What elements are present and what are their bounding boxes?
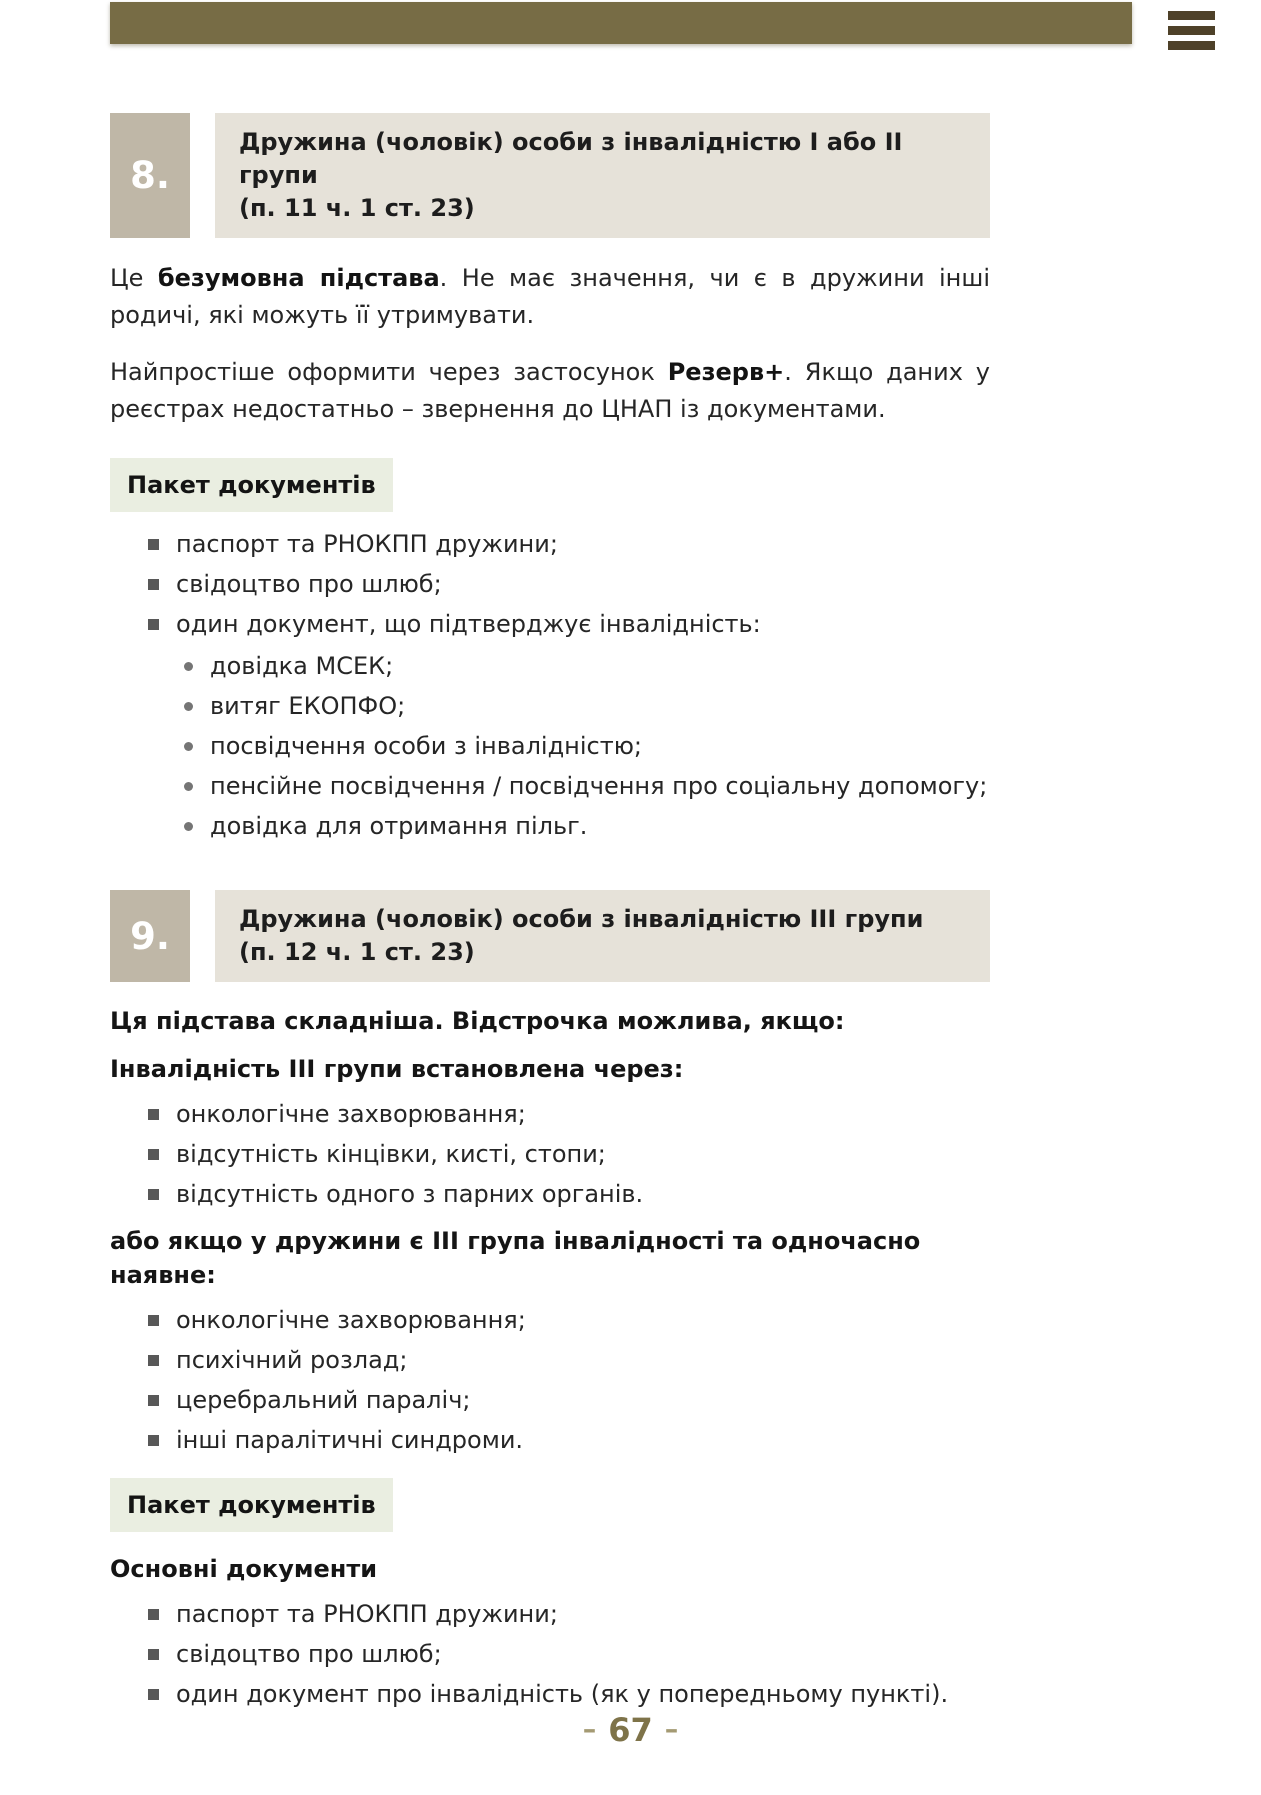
list-item <box>110 1638 990 1670</box>
page-footer <box>0 1711 1261 1749</box>
section-8-header <box>110 113 990 238</box>
square-bullet-icon <box>148 619 159 630</box>
list-item-text: церебральний параліч; <box>176 1386 471 1414</box>
round-bullet-icon <box>184 742 193 751</box>
square-bullet-icon <box>148 1109 159 1120</box>
condition-2-list <box>110 1304 990 1456</box>
paragraph <box>110 354 990 428</box>
square-bullet-icon <box>148 1355 159 1366</box>
list-item <box>110 1098 990 1130</box>
list-item-text: психічний розлад; <box>176 1346 408 1374</box>
square-bullet-icon <box>148 579 159 590</box>
list-item <box>110 1598 990 1630</box>
list-item <box>110 1344 990 1376</box>
list-item-text: онкологічне захворювання; <box>176 1306 526 1334</box>
round-bullet-icon <box>184 702 193 711</box>
round-bullet-icon <box>184 782 193 791</box>
list-item-text: інші паралітичні синдроми. <box>176 1426 524 1454</box>
condition-1-list <box>110 1098 990 1210</box>
list-item-text: відсутність одного з парних органів. <box>176 1180 644 1208</box>
square-bullet-icon <box>148 1189 159 1200</box>
section-9-header <box>110 890 990 982</box>
square-bullet-icon <box>148 1149 159 1160</box>
document-variants-list <box>110 650 990 842</box>
bold-text: безумовна підстава <box>157 264 440 292</box>
section-number-badge: 8. <box>110 113 190 238</box>
list-item-text: свідоцтво про шлюб; <box>176 570 442 598</box>
list-item <box>110 1304 990 1336</box>
list-item-text: свідоцтво про шлюб; <box>176 1640 442 1668</box>
footer-dash: – <box>582 1714 597 1745</box>
round-bullet-icon <box>184 662 193 671</box>
documents-list <box>110 528 990 640</box>
menu-bar <box>1168 41 1215 50</box>
section-subtitle: (п. 12 ч. 1 ст. 23) <box>239 938 475 966</box>
section-subtitle: (п. 11 ч. 1 ст. 23) <box>239 194 475 222</box>
list-item-text: відсутність кінцівки, кисті, стопи; <box>176 1140 606 1168</box>
intro-bold-line: Ця підстава складніша. Відстрочка можлива, якщо: <box>110 1007 845 1035</box>
list-item <box>110 528 990 560</box>
package-label: Пакет документів <box>110 458 393 512</box>
square-bullet-icon <box>148 539 159 550</box>
para-text: Це <box>110 264 158 292</box>
para-text: . Не має значення, чи є в дружини інші родичі, які можуть її утримувати. <box>110 264 990 329</box>
section-title: Дружина (чоловік) особи з інвалідністю I або II групи <box>239 128 903 189</box>
section-title-box <box>215 113 990 238</box>
section-title: Дружина (чоловік) особи з інвалідністю III групи <box>239 905 924 933</box>
section-number-badge: 9. <box>110 890 190 982</box>
footer-dash: – <box>664 1714 679 1745</box>
list-item <box>110 1178 990 1210</box>
list-item <box>110 690 990 722</box>
list-item-text: посвідчення особи з інвалідністю; <box>210 732 642 760</box>
page-number: 67 <box>608 1711 653 1749</box>
square-bullet-icon <box>148 1315 159 1326</box>
square-bullet-icon <box>148 1609 159 1620</box>
list-item-text: паспорт та РНОКПП дружини; <box>176 530 558 558</box>
list-item-text: витяг ЕКОПФО; <box>210 692 406 720</box>
list-item-text: довідка для отримання пільг. <box>210 812 588 840</box>
list-item <box>110 1138 990 1170</box>
list-item <box>110 1678 990 1710</box>
square-bullet-icon <box>148 1649 159 1660</box>
list-item <box>110 608 990 640</box>
page-content <box>0 113 1261 1710</box>
list-item <box>110 1424 990 1456</box>
para-text: . Якщо даних у реєстрах недостатньо – звернення до ЦНАП із документами. <box>110 358 990 423</box>
list-item-text: пенсійне посвідчення / посвідчення про соціальну допомогу; <box>210 772 988 800</box>
list-item-text: онкологічне захворювання; <box>176 1100 526 1128</box>
menu-bar <box>1168 11 1215 20</box>
list-item <box>110 650 990 682</box>
condition-2-heading: або якщо у дружини є III група інвалідності та одночасно наявне: <box>110 1227 921 1289</box>
square-bullet-icon <box>148 1689 159 1700</box>
top-bar <box>110 2 1132 44</box>
main-docs-heading: Основні документи <box>110 1555 378 1583</box>
list-item-text: один документ, що підтверджує інвалідність: <box>176 610 761 638</box>
paragraph <box>110 260 990 334</box>
list-item <box>110 730 990 762</box>
section-title-box <box>215 890 990 982</box>
package-label: Пакет документів <box>110 1478 393 1532</box>
para-text: Найпростіше оформити через застосунок <box>110 358 668 386</box>
round-bullet-icon <box>184 822 193 831</box>
list-item <box>110 568 990 600</box>
bold-text: Резерв+ <box>667 358 785 386</box>
list-item-text: довідка МСЕК; <box>210 652 394 680</box>
main-documents-list <box>110 1598 990 1710</box>
list-item-text: один документ про інвалідність (як у попередньому пункті). <box>176 1680 949 1708</box>
list-item <box>110 770 990 802</box>
hamburger-menu-icon[interactable] <box>1168 11 1215 50</box>
list-item-text: паспорт та РНОКПП дружини; <box>176 1600 558 1628</box>
list-item <box>110 810 990 842</box>
condition-1-heading: Інвалідність III групи встановлена через: <box>110 1055 684 1083</box>
menu-bar <box>1168 26 1215 35</box>
list-item <box>110 1384 990 1416</box>
square-bullet-icon <box>148 1395 159 1406</box>
square-bullet-icon <box>148 1435 159 1446</box>
